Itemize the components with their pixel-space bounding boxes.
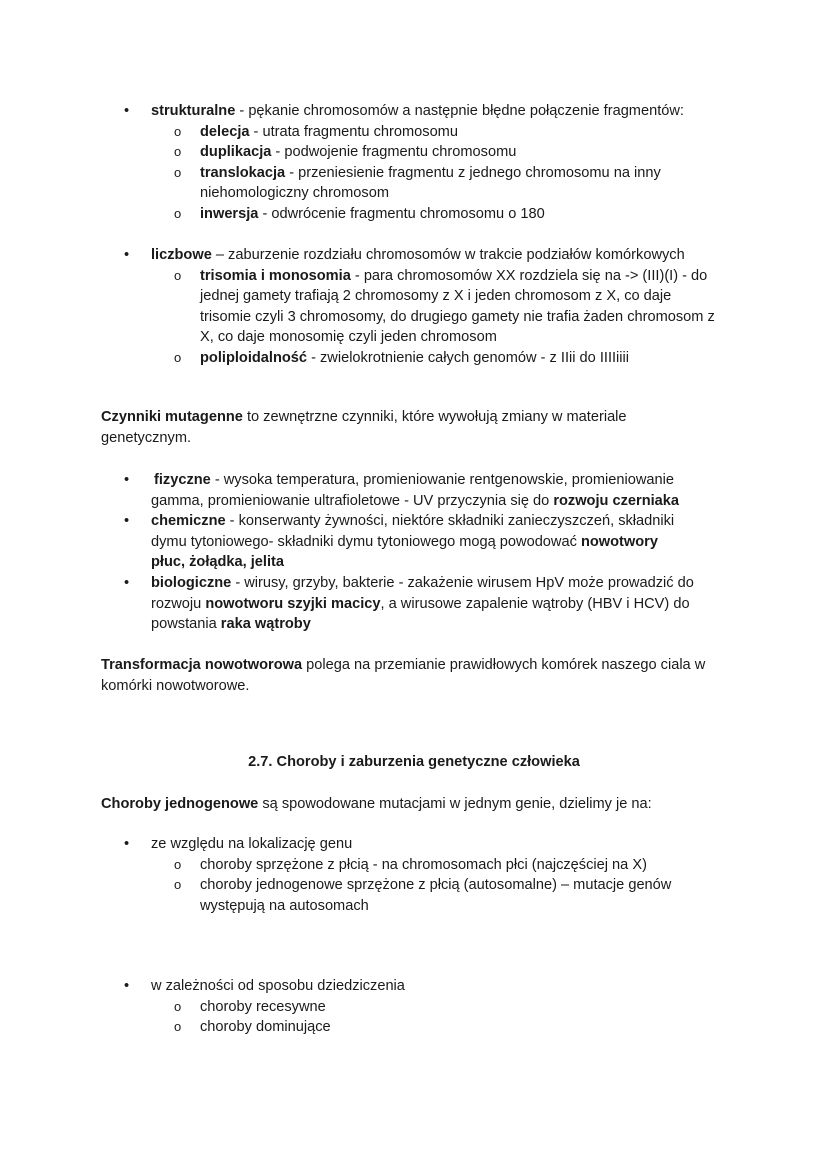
text-trisomy: - para chromosomów XX rozdziela się na -> (III)(I) - do jednej gamety trafiają 2 chromosomy z X i jeden chromosom z X, co daje trisomie czyli 3 chromosomy, do drugiego gamety nie trafia żaden chromosom z X, co daje monosomię czyli jeden chromosom xyxy=(200,267,715,346)
text-translocation: - przeniesienie fragmentu z jednego chromosomu na inny niehomologiczny chromosom xyxy=(200,164,661,202)
list-item-physical xyxy=(0,470,711,511)
term-translocation: translokacja xyxy=(200,164,286,181)
text-inversion: - odwrócenie fragmentu chromosomu o 180 xyxy=(258,205,545,222)
term-structural: strukturalne xyxy=(151,103,236,119)
numeric-mutations xyxy=(101,245,741,369)
text-deletion: - utrata fragmentu chromosomu xyxy=(249,123,458,140)
list-item-polyploidy xyxy=(0,348,741,369)
list-item-dominant xyxy=(0,1017,741,1038)
text-sex-linked: choroby sprzężone z płcią - na chromosomach płci (najczęściej na X) xyxy=(200,856,647,873)
term-numeric: liczbowe xyxy=(151,247,212,263)
list-item-deletion xyxy=(0,122,741,143)
bullet-icon: o xyxy=(174,856,182,872)
bullet-icon: • xyxy=(124,513,130,530)
list-item-inheritance xyxy=(0,976,741,997)
bullet-icon: o xyxy=(174,205,182,221)
bold-biological-1: nowotworu szyjki macicy xyxy=(205,595,381,612)
term-biological: biologiczne xyxy=(151,574,232,591)
bullet-icon: • xyxy=(124,978,130,994)
list-item-numeric xyxy=(0,245,741,266)
text-transformation: polega na przemianie prawidłowych komórek naszego ciala w komórki nowotworowe. xyxy=(101,657,706,694)
section-heading: 2.7. Choroby i zaburzenia genetyczne człowieka xyxy=(248,754,580,770)
list-item-inversion xyxy=(0,204,741,225)
text-dominant: choroby dominujące xyxy=(200,1019,331,1036)
bullet-icon: • xyxy=(124,574,130,591)
text-chemical: - konserwanty żywności, niektóre składniki zanieczyszczeń, składniki dymu tytoniowego- składniki dymu tytoniowego mogą powodować xyxy=(151,513,675,550)
term-deletion: delecja xyxy=(200,123,250,140)
bullet-icon: o xyxy=(174,267,182,283)
text-autosomal: choroby jednogenowe sprzężone z płcią (autosomalne) – mutacje genów występują na autosomach xyxy=(200,877,672,914)
bullet-icon: • xyxy=(124,836,130,852)
term-inversion: inwersja xyxy=(200,205,259,222)
text-biological-mid: , a wirusowe zapalenie wątroby (HBV i HCV) do powstania xyxy=(151,595,690,633)
term-duplication: duplikacja xyxy=(200,144,272,161)
list-item-sex-linked xyxy=(0,855,741,876)
term-trisomy: trisomia i monosomia xyxy=(200,267,351,284)
bullet-icon: o xyxy=(174,877,182,893)
list-item-recessive xyxy=(0,997,741,1018)
term-polyploidy: poliploidalność xyxy=(200,349,308,366)
list-item-duplication xyxy=(0,142,741,163)
bold-chemical: nowotwory płuc, żołądka, jelita xyxy=(151,533,658,571)
bullet-icon: o xyxy=(174,998,182,1014)
text-polyploidy: - zwielokrotnienie całych genomów - z IIii do IIIIiiii xyxy=(307,349,630,366)
text-structural: - pękanie chromosomów a następnie błędne połączenie fragmentów: xyxy=(235,103,684,119)
list-item-structural xyxy=(0,101,741,122)
list-item-location xyxy=(0,834,741,855)
term-mutagens: Czynniki mutagenne xyxy=(101,409,243,425)
term-monogenic: Choroby jednogenowe xyxy=(101,796,259,812)
inheritance-list xyxy=(101,976,741,1038)
bullet-icon: • xyxy=(124,247,130,263)
term-chemical: chemiczne xyxy=(151,513,226,530)
text-mutagens: to zewnętrzne czynniki, które wywołują zmiany w materiale genetycznym. xyxy=(101,409,627,446)
text-recessive: choroby recesywne xyxy=(200,998,326,1015)
term-transformation: Transformacja nowotworowa xyxy=(101,657,303,673)
list-item-autosomal xyxy=(0,875,700,916)
bullet-icon: o xyxy=(174,144,182,160)
list-item-biological xyxy=(0,573,716,635)
text-monogenic: są spowodowane mutacjami w jednym genie, dzielimy je na: xyxy=(258,796,652,812)
bullet-icon: o xyxy=(174,1019,182,1035)
list-item-translocation xyxy=(0,163,710,204)
transformation-paragraph xyxy=(101,655,741,696)
bullet-icon: o xyxy=(174,164,182,180)
bullet-icon: o xyxy=(174,123,182,139)
mutagens-paragraph xyxy=(101,407,691,448)
location-list xyxy=(101,834,741,916)
monogenic-paragraph xyxy=(101,794,741,815)
text-inheritance: w zależności od sposobu dziedziczenia xyxy=(151,978,405,994)
text-physical: - wysoka temperatura, promieniowanie rentgenowskie, promieniowanie gamma, promieniowanie ultrafioletowe - UV przyczynia się do xyxy=(151,472,674,509)
list-item-trisomy xyxy=(0,266,722,348)
bold-physical: rozwoju czerniaka xyxy=(553,492,680,509)
mutagen-types xyxy=(101,470,741,635)
text-biological: - wirusy, grzyby, bakterie - zakażenie wirusem HpV może prowadzić do rozwoju xyxy=(151,574,694,612)
text-location: ze względu na lokalizację genu xyxy=(151,836,353,852)
bullet-icon: • xyxy=(124,103,130,119)
structural-mutations xyxy=(101,101,741,225)
text-numeric: – zaburzenie rozdziału chromosomów w trakcie podziałów komórkowych xyxy=(211,247,685,263)
bullet-icon: • xyxy=(124,472,130,488)
text-duplication: - podwojenie fragmentu chromosomu xyxy=(271,144,517,161)
term-physical: fizyczne xyxy=(154,472,211,488)
bold-biological-2: raka wątroby xyxy=(220,616,311,633)
bullet-icon: o xyxy=(174,349,182,365)
list-item-chemical xyxy=(0,511,696,573)
